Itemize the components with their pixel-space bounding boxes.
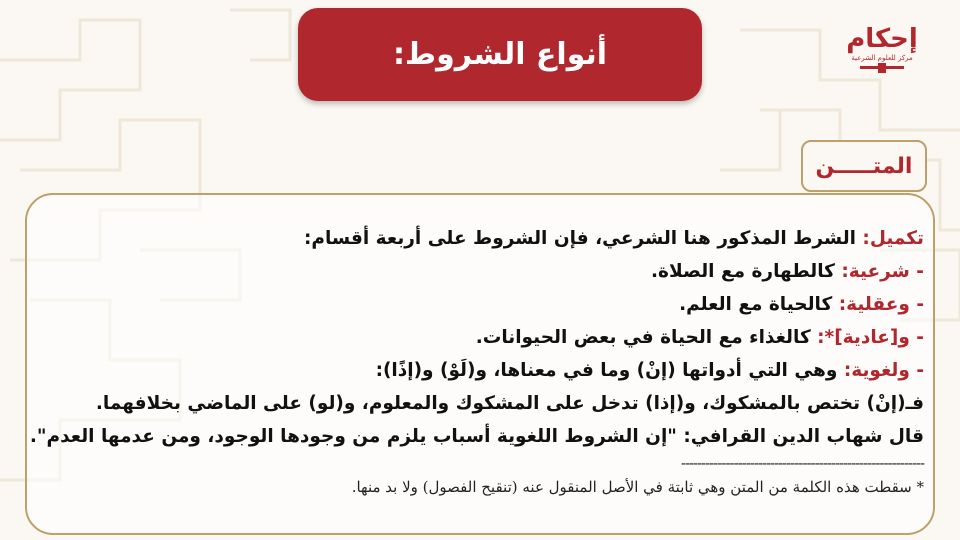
line-lead: - و[عادية]*:	[817, 327, 924, 348]
text-line-3	[44, 288, 924, 321]
text-line-6: فـ(إنْ) تختص بالمشكوك، و(إذا) تدخل على المشكوك والمعلوم، و(لو) على الماضي بخلافهما.	[95, 393, 924, 414]
title-banner	[298, 8, 702, 101]
text-line-5	[44, 354, 924, 387]
footnote-divider: ------------------------------------------------------------	[680, 456, 924, 472]
line-body: كالغذاء مع الحياة في بعض الحيوانات.	[475, 327, 818, 348]
logo-wordmark: إحكام	[846, 24, 918, 54]
text-line-4	[44, 321, 924, 354]
page-title: أنواع الشروط:	[392, 37, 608, 72]
text-line-7: قال شهاب الدين القرافي: "إن الشروط اللغوية أسباب يلزم من وجودها الوجود، ومن عدمها العدم".	[29, 426, 924, 447]
logo	[846, 24, 918, 94]
section-label	[801, 140, 927, 192]
text-line-2	[44, 255, 924, 288]
line-lead: تكميل:	[862, 228, 924, 249]
line-lead: - شرعية:	[841, 261, 924, 282]
text-line-1	[44, 222, 924, 255]
line-lead: - وعقلية:	[838, 294, 924, 315]
logo-ornament-icon	[852, 63, 912, 73]
logo-subtitle: مركز للعلوم الشرعية	[851, 54, 913, 62]
line-body: وهي التي أدواتها (إنْ) وما في معناها، و(لَوْ) و(إذًا):	[375, 360, 844, 381]
line-body: كالطهارة مع الصلاة.	[651, 261, 842, 282]
line-body: الشرط المذكور هنا الشرعي، فإن الشروط على أربعة أقسام:	[304, 228, 863, 249]
footnote: * سقطت هذه الكلمة من المتن وهي ثابتة في الأصل المنقول عنه (تنقيح الفصول) ولا بد منها.	[351, 478, 924, 496]
line-body: كالحياة مع العلم.	[679, 294, 839, 315]
content-text	[29, 222, 924, 499]
line-lead: - ولغوية:	[843, 360, 924, 381]
section-label-text: المتـــــن	[815, 153, 913, 179]
